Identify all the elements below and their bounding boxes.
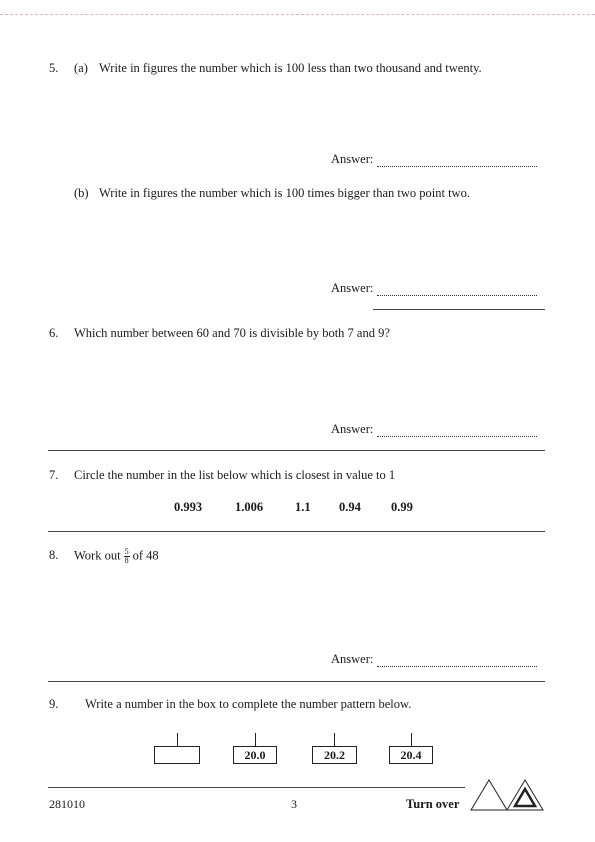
q7-option[interactable]: 0.94 xyxy=(339,500,361,514)
answer-label: Answer: xyxy=(331,152,374,166)
q7-option[interactable]: 0.99 xyxy=(391,500,413,514)
q7-number: 7. xyxy=(49,468,59,482)
divider xyxy=(48,681,545,682)
triangles-logo-icon xyxy=(467,777,547,813)
q6-text: Which number between 60 and 70 is divisible by both 7 and 9? xyxy=(74,326,390,340)
pattern-tick xyxy=(411,733,412,746)
q6-number: 6. xyxy=(49,326,59,340)
pattern-box: 20.4 xyxy=(389,746,433,764)
q8-suffix: of 48 xyxy=(132,548,159,563)
q5a-label: (a) xyxy=(74,61,88,75)
q5a-text: Write in figures the number which is 100 less than two thousand and twenty. xyxy=(99,61,482,75)
divider xyxy=(373,309,545,310)
answer-label: Answer: xyxy=(331,422,374,436)
answer-dots xyxy=(377,154,537,167)
q5b-answer-line[interactable] xyxy=(331,281,537,296)
q8-expression xyxy=(74,548,159,565)
fraction-numerator: 5 xyxy=(124,547,129,556)
page-number: 3 xyxy=(291,797,297,811)
q8-answer-line[interactable] xyxy=(331,652,537,667)
q5b-text: Write in figures the number which is 100 times bigger than two point two. xyxy=(99,186,470,200)
q5-number: 5. xyxy=(49,61,59,75)
q9-text: Write a number in the box to complete the number pattern below. xyxy=(85,697,412,711)
answer-dots xyxy=(377,283,537,296)
q7-option[interactable]: 1.1 xyxy=(295,500,311,514)
pattern-tick xyxy=(334,733,335,746)
q9-number: 9. xyxy=(49,697,59,711)
turn-over-label: Turn over xyxy=(406,797,460,811)
q8-number: 8. xyxy=(49,548,59,562)
answer-dots xyxy=(377,654,537,667)
q5a-answer-line[interactable] xyxy=(331,152,537,167)
q7-option[interactable]: 0.993 xyxy=(174,500,203,514)
q7-text: Circle the number in the list below which is closest in value to 1 xyxy=(74,468,396,482)
q8-fraction xyxy=(124,548,130,565)
pattern-tick xyxy=(177,733,178,746)
q5b-label: (b) xyxy=(74,186,89,200)
footer-code: 281010 xyxy=(49,797,85,811)
q7-option[interactable]: 1.006 xyxy=(235,500,264,514)
answer-label: Answer: xyxy=(331,281,374,295)
answer-label: Answer: xyxy=(331,652,374,666)
answer-box[interactable] xyxy=(154,746,200,764)
divider xyxy=(48,531,545,532)
q6-answer-line[interactable] xyxy=(331,422,537,437)
q8-prefix: Work out xyxy=(74,548,121,563)
fraction-denominator: 8 xyxy=(124,556,129,565)
footer-rule xyxy=(48,787,465,788)
pattern-box: 20.2 xyxy=(312,746,357,764)
top-margin-line xyxy=(0,14,595,15)
pattern-box: 20.0 xyxy=(233,746,277,764)
divider xyxy=(48,450,545,451)
answer-dots xyxy=(377,424,537,437)
pattern-tick xyxy=(255,733,256,746)
